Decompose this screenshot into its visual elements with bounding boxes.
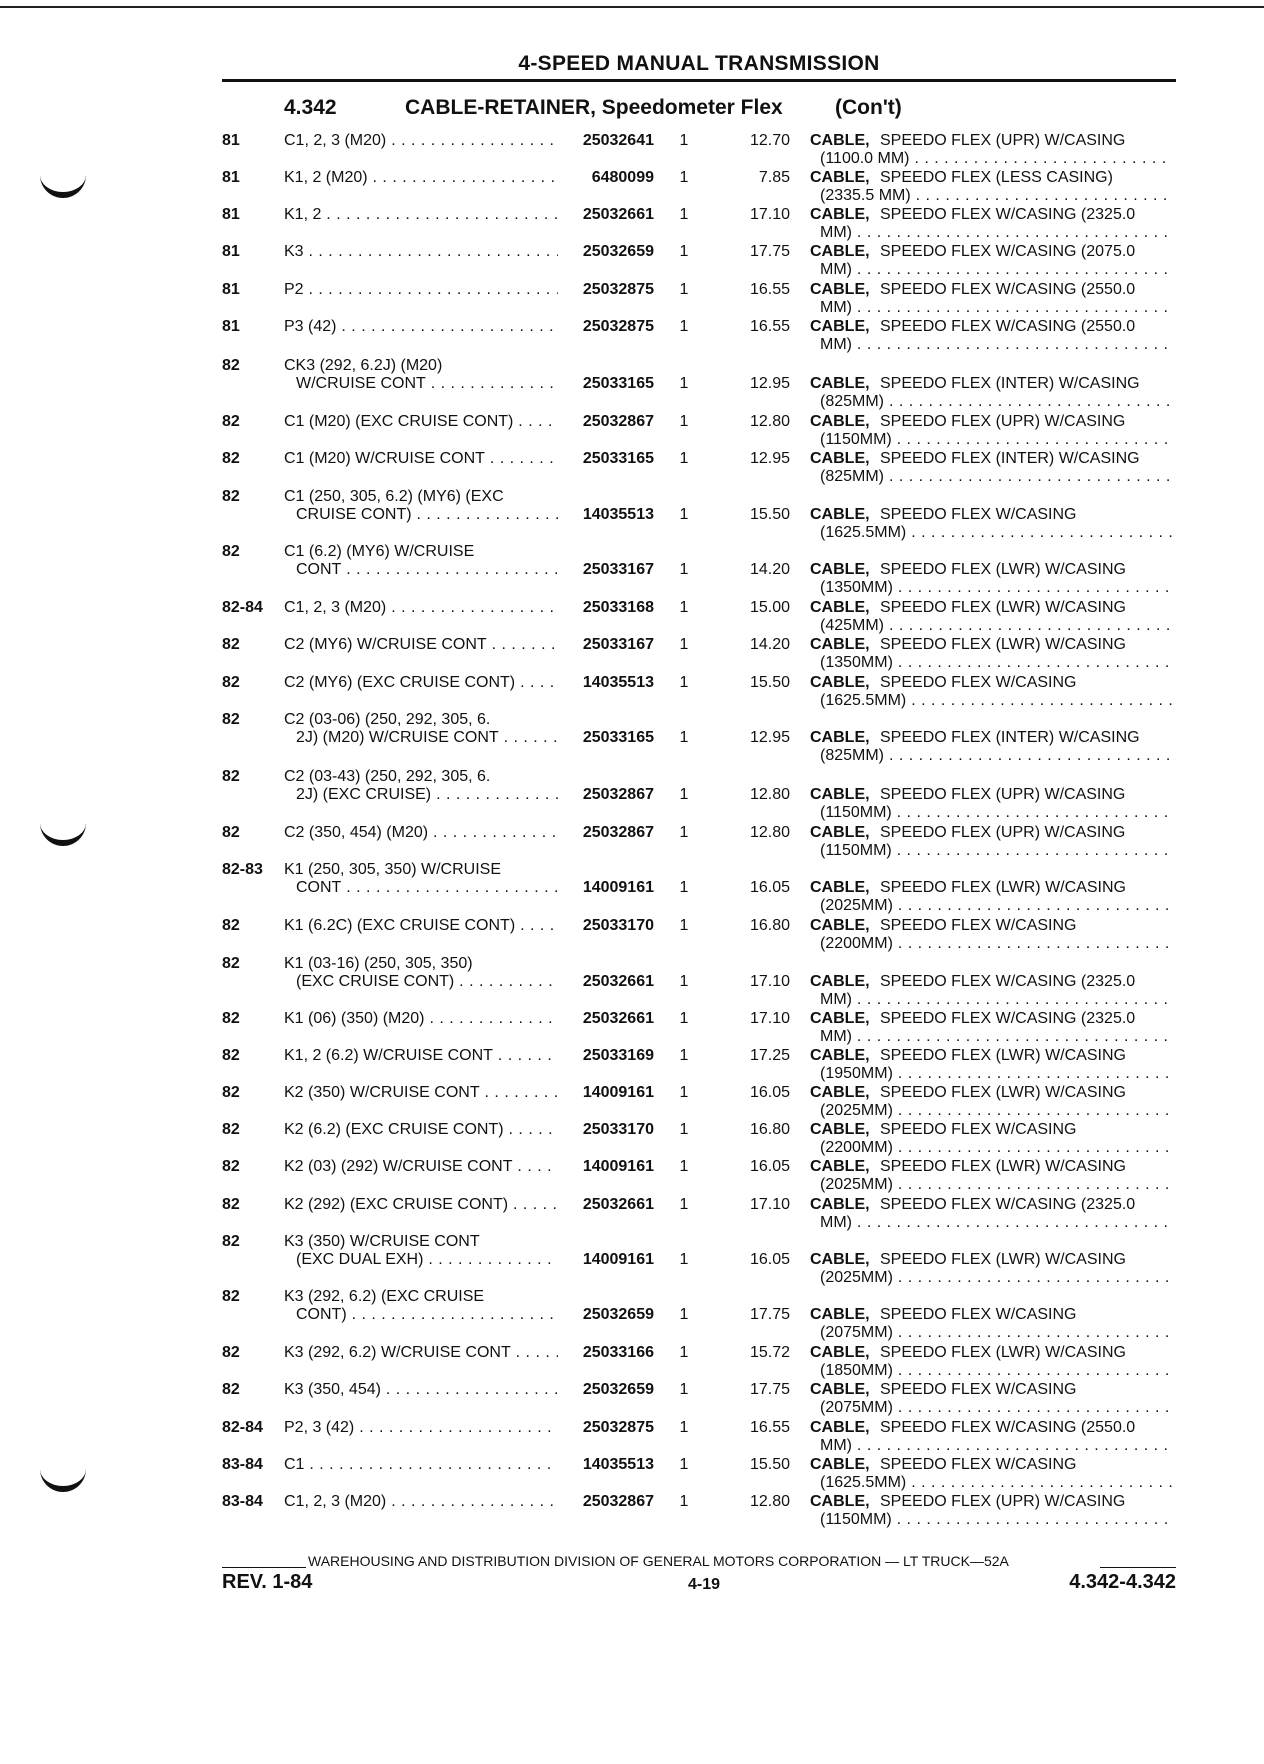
- part-number: 14035513: [582, 674, 654, 691]
- price: 17.10: [749, 973, 790, 990]
- part-description: SPEEDO FLEX (LWR) W/CASING: [880, 1084, 1126, 1101]
- part-number: 25032659: [582, 243, 654, 260]
- vehicle-application: K2 (292) (EXC CRUISE CONT) . . .: [284, 1196, 558, 1214]
- model-year: 82: [222, 1084, 240, 1101]
- model-year: 82: [222, 1047, 240, 1064]
- vehicle-application: C1 (M20) W/CRUISE CONT . . .: [284, 450, 558, 468]
- price: 17.25: [749, 1047, 790, 1064]
- part-description: SPEEDO FLEX W/CASING (2325.0: [880, 1010, 1136, 1027]
- part-description-cont: (1150MM) . . .: [820, 804, 1172, 822]
- part-description-cont: (1625.5MM) . . .: [820, 692, 1172, 710]
- part-number: 25032661: [582, 1010, 654, 1027]
- quantity: 1: [679, 1493, 689, 1510]
- part-number: 25032867: [582, 1493, 654, 1510]
- part-number: 25032661: [582, 973, 654, 990]
- model-year: 82: [222, 824, 240, 841]
- vehicle-application: K1, 2 . . .: [284, 206, 558, 224]
- part-name: CABLE,: [810, 1121, 870, 1138]
- part-description: SPEEDO FLEX W/CASING (2325.0: [880, 206, 1136, 223]
- section-continued: (Con't): [835, 96, 902, 119]
- quantity: 1: [679, 973, 689, 990]
- vehicle-application: K3 (350, 454) . . .: [284, 1381, 558, 1399]
- part-description: SPEEDO FLEX (LWR) W/CASING: [880, 1158, 1126, 1175]
- quantity: 1: [679, 1344, 689, 1361]
- footer-rule-right: [1100, 1567, 1176, 1568]
- part-number: 25032661: [582, 206, 654, 223]
- part-description: SPEEDO FLEX (LWR) W/CASING: [880, 1344, 1126, 1361]
- vehicle-application: P2 . . .: [284, 281, 558, 299]
- model-year: 82: [222, 1010, 240, 1027]
- price: 12.80: [749, 824, 790, 841]
- part-description-cont: (2025MM) . . .: [820, 1269, 1172, 1287]
- vehicle-application: K1 (03-16) (250, 305, 350): [284, 955, 473, 972]
- price: 15.50: [749, 1456, 790, 1473]
- price: 12.80: [749, 786, 790, 803]
- part-name: CABLE,: [810, 879, 870, 896]
- part-number: 25032875: [582, 1419, 654, 1436]
- model-year: 82: [222, 450, 240, 467]
- part-description-cont: (2075MM) . . .: [820, 1399, 1172, 1417]
- part-name: CABLE,: [810, 729, 870, 746]
- model-year: 81: [222, 318, 240, 335]
- part-description-cont: (825MM) . . .: [820, 747, 1172, 765]
- part-number: 25032867: [582, 824, 654, 841]
- part-description-cont: (1150MM) . . .: [820, 842, 1172, 860]
- part-number: 25032875: [582, 318, 654, 335]
- model-year: 82: [222, 1121, 240, 1138]
- model-year: 82: [222, 357, 240, 374]
- price: 16.05: [749, 1158, 790, 1175]
- part-description: SPEEDO FLEX (UPR) W/CASING: [880, 1493, 1126, 1510]
- vehicle-application: C2 (350, 454) (M20) . . .: [284, 824, 558, 842]
- part-description: SPEEDO FLEX (UPR) W/CASING: [880, 413, 1126, 430]
- part-description-cont: MM) . . .: [820, 299, 1172, 317]
- vehicle-application: C1 (6.2) (MY6) W/CRUISE: [284, 543, 475, 560]
- model-year: 82: [222, 955, 240, 972]
- part-number: 14009161: [582, 1084, 654, 1101]
- part-name: CABLE,: [810, 413, 870, 430]
- part-description-cont: (2200MM) . . .: [820, 935, 1172, 953]
- part-name: CABLE,: [810, 450, 870, 467]
- table-row: [0, 543, 1264, 597]
- section-range: 4.342-4.342: [1069, 1571, 1176, 1593]
- footer-division: WAREHOUSING AND DISTRIBUTION DIVISION OF GENERAL MOTORS CORPORATION — LT TRUCK—52A: [308, 1553, 1009, 1569]
- price: 17.75: [749, 1381, 790, 1398]
- part-number: 25033165: [582, 375, 654, 392]
- quantity: 1: [679, 636, 689, 653]
- price: 7.85: [758, 169, 790, 186]
- part-description: SPEEDO FLEX (LWR) W/CASING: [880, 636, 1126, 653]
- price: 14.20: [749, 636, 790, 653]
- part-name: CABLE,: [810, 1456, 870, 1473]
- part-description: SPEEDO FLEX W/CASING (2550.0: [880, 1419, 1136, 1436]
- price: 17.75: [749, 243, 790, 260]
- table-row: [0, 488, 1264, 542]
- part-description-cont: (2025MM) . . .: [820, 1176, 1172, 1194]
- vehicle-application: CONT . . .: [296, 561, 558, 579]
- price: 12.95: [749, 375, 790, 392]
- part-name: CABLE,: [810, 1306, 870, 1323]
- vehicle-application: K3 . . .: [284, 243, 558, 261]
- price: 17.10: [749, 1010, 790, 1027]
- part-description-cont: (2025MM) . . .: [820, 1102, 1172, 1120]
- part-name: CABLE,: [810, 1010, 870, 1027]
- price: 16.05: [749, 1084, 790, 1101]
- quantity: 1: [679, 729, 689, 746]
- table-row: [0, 1233, 1264, 1287]
- part-description-cont: (825MM) . . .: [820, 393, 1172, 411]
- part-description: SPEEDO FLEX W/CASING: [880, 506, 1077, 523]
- model-year: 82-84: [222, 599, 263, 616]
- quantity: 1: [679, 599, 689, 616]
- part-description: SPEEDO FLEX W/CASING: [880, 917, 1077, 934]
- model-year: 82: [222, 636, 240, 653]
- part-number: 25032875: [582, 281, 654, 298]
- quantity: 1: [679, 879, 689, 896]
- vehicle-application: C2 (MY6) W/CRUISE CONT . . .: [284, 636, 558, 654]
- part-number: 25033165: [582, 729, 654, 746]
- price: 17.10: [749, 1196, 790, 1213]
- price: 16.05: [749, 879, 790, 896]
- vehicle-application: P2, 3 (42) . . .: [284, 1419, 558, 1437]
- part-description: SPEEDO FLEX W/CASING (2325.0: [880, 973, 1136, 990]
- part-name: CABLE,: [810, 1344, 870, 1361]
- part-description: SPEEDO FLEX (UPR) W/CASING: [880, 132, 1126, 149]
- part-number: 25033167: [582, 636, 654, 653]
- part-description-cont: (2335.5 MM) . . .: [820, 187, 1172, 205]
- model-year: 82: [222, 413, 240, 430]
- quantity: 1: [679, 1158, 689, 1175]
- price: 16.55: [749, 281, 790, 298]
- part-number: 25033169: [582, 1047, 654, 1064]
- price: 15.00: [749, 599, 790, 616]
- price: 12.95: [749, 450, 790, 467]
- model-year: 82: [222, 1158, 240, 1175]
- vehicle-application: K2 (03) (292) W/CRUISE CONT . . .: [284, 1158, 558, 1176]
- vehicle-application: 2J) (M20) W/CRUISE CONT . . .: [296, 729, 558, 747]
- part-description-cont: (2025MM) . . .: [820, 897, 1172, 915]
- quantity: 1: [679, 1381, 689, 1398]
- quantity: 1: [679, 1251, 689, 1268]
- model-year: 82: [222, 1196, 240, 1213]
- model-year: 82: [222, 711, 240, 728]
- part-name: CABLE,: [810, 1381, 870, 1398]
- vehicle-application: CONT) . . .: [296, 1306, 558, 1324]
- table-row: [0, 955, 1264, 1009]
- quantity: 1: [679, 1047, 689, 1064]
- vehicle-application: K3 (350) W/CRUISE CONT: [284, 1233, 480, 1250]
- part-name: CABLE,: [810, 1047, 870, 1064]
- part-number: 25033166: [582, 1344, 654, 1361]
- quantity: 1: [679, 506, 689, 523]
- part-description-cont: MM) . . .: [820, 336, 1172, 354]
- model-year: 82: [222, 674, 240, 691]
- quantity: 1: [679, 132, 689, 149]
- part-number: 6480099: [591, 169, 654, 186]
- model-year: 82: [222, 1381, 240, 1398]
- part-description: SPEEDO FLEX W/CASING (2075.0: [880, 243, 1136, 260]
- vehicle-application: K1 (250, 305, 350) W/CRUISE: [284, 861, 501, 878]
- part-description-cont: MM) . . .: [820, 1028, 1172, 1046]
- part-description-cont: MM) . . .: [820, 1214, 1172, 1232]
- section-title: CABLE-RETAINER, Speedometer Flex: [405, 96, 783, 119]
- part-number: 25033165: [582, 450, 654, 467]
- part-name: CABLE,: [810, 132, 870, 149]
- part-description-cont: (1625.5MM) . . .: [820, 1474, 1172, 1492]
- part-description-cont: MM) . . .: [820, 224, 1172, 242]
- footer-rule-left: [222, 1567, 306, 1568]
- part-name: CABLE,: [810, 973, 870, 990]
- quantity: 1: [679, 281, 689, 298]
- model-year: 81: [222, 206, 240, 223]
- vehicle-application: C1, 2, 3 (M20) . . .: [284, 1493, 558, 1511]
- part-name: CABLE,: [810, 506, 870, 523]
- price: 12.95: [749, 729, 790, 746]
- vehicle-application: C1, 2, 3 (M20) . . .: [284, 599, 558, 617]
- part-number: 25032659: [582, 1381, 654, 1398]
- part-number: 14035513: [582, 506, 654, 523]
- model-year: 81: [222, 243, 240, 260]
- part-number: 25033167: [582, 561, 654, 578]
- vehicle-application: K1, 2 (6.2) W/CRUISE CONT . . .: [284, 1047, 558, 1065]
- price: 15.72: [749, 1344, 790, 1361]
- part-name: CABLE,: [810, 318, 870, 335]
- part-name: CABLE,: [810, 1251, 870, 1268]
- quantity: 1: [679, 1419, 689, 1436]
- model-year: 81: [222, 281, 240, 298]
- quantity: 1: [679, 169, 689, 186]
- part-name: CABLE,: [810, 375, 870, 392]
- part-description-cont: (1850MM) . . .: [820, 1362, 1172, 1380]
- part-description-cont: (825MM) . . .: [820, 468, 1172, 486]
- part-description-cont: (2200MM) . . .: [820, 1139, 1172, 1157]
- quantity: 1: [679, 786, 689, 803]
- price: 16.80: [749, 917, 790, 934]
- model-year: 82: [222, 543, 240, 560]
- vehicle-application: P3 (42) . . .: [284, 318, 558, 336]
- vehicle-application: C2 (03-43) (250, 292, 305, 6.: [284, 768, 491, 785]
- model-year: 82: [222, 1288, 240, 1305]
- price: 16.80: [749, 1121, 790, 1138]
- part-number: 14009161: [582, 1158, 654, 1175]
- model-year: 82: [222, 488, 240, 505]
- table-row: [0, 861, 1264, 915]
- quantity: 1: [679, 413, 689, 430]
- quantity: 1: [679, 243, 689, 260]
- part-description: SPEEDO FLEX (LESS CASING): [880, 169, 1113, 186]
- price: 17.75: [749, 1306, 790, 1323]
- part-name: CABLE,: [810, 281, 870, 298]
- model-year: 82-83: [222, 861, 263, 878]
- part-name: CABLE,: [810, 1419, 870, 1436]
- part-number: 25032867: [582, 413, 654, 430]
- part-description: SPEEDO FLEX (LWR) W/CASING: [880, 879, 1126, 896]
- quantity: 1: [679, 450, 689, 467]
- part-name: CABLE,: [810, 1158, 870, 1175]
- part-description: SPEEDO FLEX W/CASING (2325.0: [880, 1196, 1136, 1213]
- part-number: 14035513: [582, 1456, 654, 1473]
- revision-label: REV. 1-84: [222, 1571, 313, 1593]
- part-description-cont: (1950MM) . . .: [820, 1065, 1172, 1083]
- part-name: CABLE,: [810, 243, 870, 260]
- vehicle-application: C1, 2, 3 (M20) . . .: [284, 132, 558, 150]
- part-number: 25033170: [582, 1121, 654, 1138]
- part-number: 25033170: [582, 917, 654, 934]
- part-description-cont: (2075MM) . . .: [820, 1324, 1172, 1342]
- vehicle-application: K3 (292, 6.2) W/CRUISE CONT . . .: [284, 1344, 558, 1362]
- part-name: CABLE,: [810, 1084, 870, 1101]
- part-description-cont: (1625.5MM) . . .: [820, 524, 1172, 542]
- part-number: 14009161: [582, 1251, 654, 1268]
- vehicle-application: W/CRUISE CONT . . .: [296, 375, 558, 393]
- part-description: SPEEDO FLEX (INTER) W/CASING: [880, 375, 1140, 392]
- price: 12.70: [749, 132, 790, 149]
- part-name: CABLE,: [810, 917, 870, 934]
- price: 17.10: [749, 206, 790, 223]
- model-year: 81: [222, 132, 240, 149]
- price: 16.05: [749, 1251, 790, 1268]
- part-description: SPEEDO FLEX W/CASING: [880, 1121, 1077, 1138]
- model-year: 83-84: [222, 1456, 263, 1473]
- quantity: 1: [679, 824, 689, 841]
- part-description-cont: (1100.0 MM) . . .: [820, 150, 1172, 168]
- part-name: CABLE,: [810, 561, 870, 578]
- price: 12.80: [749, 1493, 790, 1510]
- price: 16.55: [749, 318, 790, 335]
- part-description: SPEEDO FLEX (LWR) W/CASING: [880, 1251, 1126, 1268]
- vehicle-application: (EXC CRUISE CONT) . . .: [296, 973, 558, 991]
- section-number: 4.342: [284, 96, 337, 119]
- part-description: SPEEDO FLEX W/CASING: [880, 1306, 1077, 1323]
- part-name: CABLE,: [810, 1493, 870, 1510]
- model-year: 82: [222, 917, 240, 934]
- part-description-cont: MM) . . .: [820, 991, 1172, 1009]
- quantity: 1: [679, 1084, 689, 1101]
- price: 14.20: [749, 561, 790, 578]
- part-description: SPEEDO FLEX W/CASING (2550.0: [880, 318, 1136, 335]
- part-number: 25032661: [582, 1196, 654, 1213]
- table-row: [0, 357, 1264, 411]
- part-number: 25032641: [582, 132, 654, 149]
- part-description: SPEEDO FLEX W/CASING: [880, 1381, 1077, 1398]
- part-description: SPEEDO FLEX (INTER) W/CASING: [880, 729, 1140, 746]
- vehicle-application: K2 (350) W/CRUISE CONT . . .: [284, 1084, 558, 1102]
- quantity: 1: [679, 318, 689, 335]
- part-description: SPEEDO FLEX (LWR) W/CASING: [880, 561, 1126, 578]
- part-description: SPEEDO FLEX (INTER) W/CASING: [880, 450, 1140, 467]
- model-year: 81: [222, 169, 240, 186]
- quantity: 1: [679, 1306, 689, 1323]
- vehicle-application: C1 . . .: [284, 1456, 558, 1474]
- part-description: SPEEDO FLEX W/CASING (2550.0: [880, 281, 1136, 298]
- model-year: 82: [222, 768, 240, 785]
- part-number: 25032659: [582, 1306, 654, 1323]
- part-description: SPEEDO FLEX (UPR) W/CASING: [880, 786, 1126, 803]
- quantity: 1: [679, 674, 689, 691]
- quantity: 1: [679, 1196, 689, 1213]
- part-description-cont: MM) . . .: [820, 1437, 1172, 1455]
- model-year: 82: [222, 1233, 240, 1250]
- part-description-cont: MM) . . .: [820, 261, 1172, 279]
- vehicle-application: K3 (292, 6.2) (EXC CRUISE: [284, 1288, 485, 1305]
- part-name: CABLE,: [810, 636, 870, 653]
- part-name: CABLE,: [810, 674, 870, 691]
- table-row: [0, 768, 1264, 822]
- part-name: CABLE,: [810, 824, 870, 841]
- part-name: CABLE,: [810, 1196, 870, 1213]
- table-row: [0, 1288, 1264, 1342]
- quantity: 1: [679, 1456, 689, 1473]
- vehicle-application: C1 (250, 305, 6.2) (MY6) (EXC: [284, 488, 504, 505]
- vehicle-application: 2J) (EXC CRUISE) . . .: [296, 786, 558, 804]
- vehicle-application: C2 (03-06) (250, 292, 305, 6.: [284, 711, 491, 728]
- vehicle-application: K1 (6.2C) (EXC CRUISE CONT) . . .: [284, 917, 558, 935]
- part-name: CABLE,: [810, 206, 870, 223]
- page-number: 4-19: [688, 1576, 721, 1593]
- part-description: SPEEDO FLEX (LWR) W/CASING: [880, 1047, 1126, 1064]
- vehicle-application: CK3 (292, 6.2J) (M20): [284, 357, 443, 374]
- part-name: CABLE,: [810, 169, 870, 186]
- part-number: 25033168: [582, 599, 654, 616]
- page-title: 4-SPEED MANUAL TRANSMISSION: [518, 52, 880, 75]
- vehicle-application: C2 (MY6) (EXC CRUISE CONT) . . .: [284, 674, 558, 692]
- quantity: 1: [679, 1010, 689, 1027]
- part-number: 14009161: [582, 879, 654, 896]
- part-description-cont: (1350MM) . . .: [820, 654, 1172, 672]
- vehicle-application: CRUISE CONT) . . .: [296, 506, 558, 524]
- price: 16.55: [749, 1419, 790, 1436]
- part-number: 25032867: [582, 786, 654, 803]
- table-row: [0, 711, 1264, 765]
- quantity: 1: [679, 561, 689, 578]
- part-description-cont: (1350MM) . . .: [820, 579, 1172, 597]
- vehicle-application: (EXC DUAL EXH) . . .: [296, 1251, 558, 1269]
- model-year: 83-84: [222, 1493, 263, 1510]
- vehicle-application: C1 (M20) (EXC CRUISE CONT) . . .: [284, 413, 558, 431]
- model-year: 82-84: [222, 1419, 263, 1436]
- vehicle-application: K2 (6.2) (EXC CRUISE CONT) . . .: [284, 1121, 558, 1139]
- vehicle-application: CONT . . .: [296, 879, 558, 897]
- quantity: 1: [679, 206, 689, 223]
- part-description-cont: (1150MM) . . .: [820, 431, 1172, 449]
- table-row: [0, 1493, 1264, 1547]
- model-year: 82: [222, 1344, 240, 1361]
- part-description: SPEEDO FLEX W/CASING: [880, 674, 1077, 691]
- part-description: SPEEDO FLEX (LWR) W/CASING: [880, 599, 1126, 616]
- price: 12.80: [749, 413, 790, 430]
- quantity: 1: [679, 1121, 689, 1138]
- part-description: SPEEDO FLEX W/CASING: [880, 1456, 1077, 1473]
- part-description-cont: (1150MM) . . .: [820, 1511, 1172, 1529]
- part-description: SPEEDO FLEX (UPR) W/CASING: [880, 824, 1126, 841]
- price: 15.50: [749, 674, 790, 691]
- vehicle-application: K1 (06) (350) (M20) . . .: [284, 1010, 558, 1028]
- part-description-cont: (425MM) . . .: [820, 617, 1172, 635]
- part-name: CABLE,: [810, 786, 870, 803]
- part-name: CABLE,: [810, 599, 870, 616]
- quantity: 1: [679, 375, 689, 392]
- vehicle-application: K1, 2 (M20) . . .: [284, 169, 558, 187]
- quantity: 1: [679, 917, 689, 934]
- price: 15.50: [749, 506, 790, 523]
